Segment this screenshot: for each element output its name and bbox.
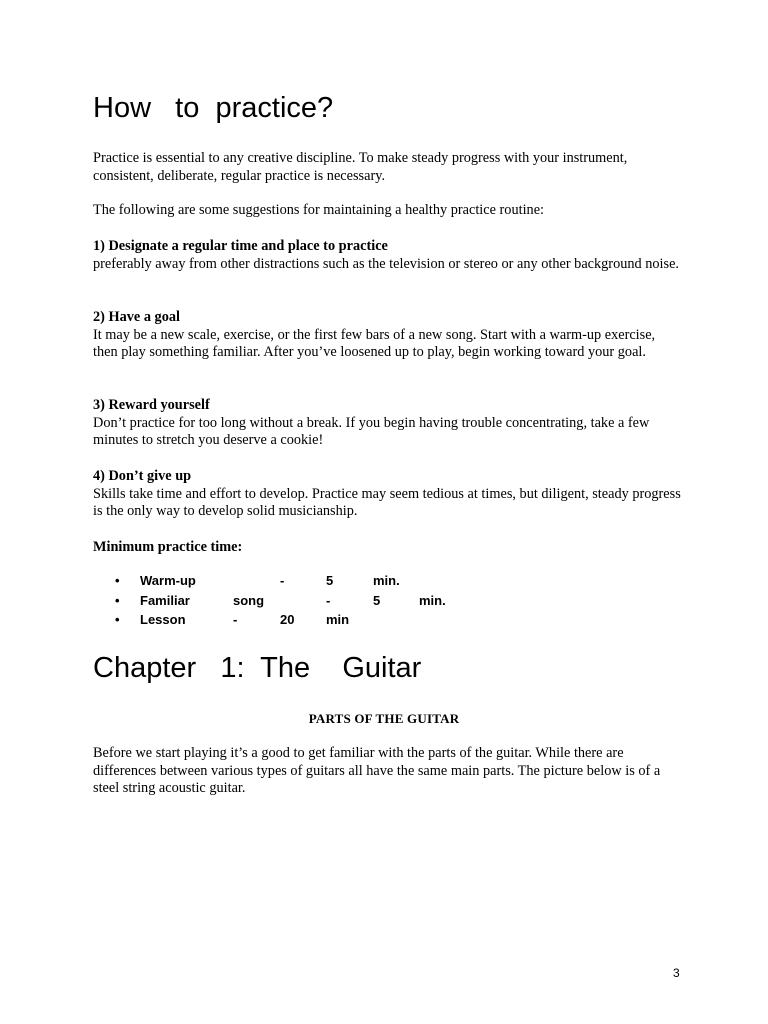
- item-unit: min: [326, 612, 350, 627]
- section-title: PARTS OF THE GUITAR: [308, 711, 460, 726]
- item-dash: -: [326, 592, 331, 608]
- item-unit: min.: [419, 592, 446, 608]
- tip-title: 1) Designate a regular time and place to practice: [93, 238, 388, 254]
- parts-paragraph: Before we start playing it’s a good to get familiar with the parts of the guitar. While there are differences between various types of guitars all have the same main parts. The picture below is of a steel string acoustic guitar.: [93, 745, 661, 797]
- practice-time-list: [93, 573, 493, 632]
- tip-body: It may be a new scale, exercise, or the first few bars of a new song. Start with a warm-up exercise, then play something familiar. After you’ve loosened up to play, begin working toward your goal.: [93, 326, 656, 361]
- tip-4: [93, 468, 683, 521]
- bullet-icon: •: [115, 573, 120, 588]
- lead-paragraph: The following are some suggestions for maintaining a healthy practice routine:: [93, 202, 545, 218]
- item-dash: -: [280, 573, 285, 588]
- minimum-practice-title: Minimum practice time:: [93, 539, 243, 555]
- list-item-lesson: [93, 612, 493, 632]
- item-label: Warm-up: [140, 573, 196, 588]
- tip-body: Don’t practice for too long without a break. If you begin having trouble concentrating, take a few minutes to stretch you deserve a cookie!: [93, 414, 650, 449]
- bullet-icon: •: [115, 592, 120, 608]
- list-item-familiar: [93, 593, 493, 613]
- list-item-warmup: [93, 573, 493, 593]
- page-number: 3: [673, 966, 680, 980]
- chapter-title: Chapter 1: The Guitar: [93, 652, 422, 684]
- item-label: Familiar: [140, 592, 190, 608]
- item-minutes: 5: [326, 573, 334, 588]
- tip-body: Skills take time and effort to develop. Practice may seem tedious at times, but diligent, steady progress is the only way to develop solid musicianship.: [93, 485, 681, 520]
- item-minutes: 20: [280, 612, 295, 627]
- item-label: Lesson: [140, 612, 186, 627]
- tip-title: 3) Reward yourself: [93, 397, 210, 413]
- tip-2: [93, 309, 683, 362]
- tip-title: 2) Have a goal: [93, 309, 180, 325]
- tip-1: [93, 238, 683, 273]
- page-heading: How to practice?: [93, 92, 334, 124]
- item-minutes: 5: [373, 592, 381, 608]
- intro-paragraph: Practice is essential to any creative discipline. To make steady progress with your instrument, consistent, deliberate, regular practice is necessary.: [93, 150, 628, 184]
- tip-3: [93, 397, 683, 450]
- tip-title: 4) Don’t give up: [93, 468, 192, 484]
- item-label-2: song: [233, 592, 265, 608]
- item-unit: min.: [373, 573, 400, 588]
- tip-body: preferably away from other distractions such as the television or stereo or any other background noise.: [93, 255, 679, 272]
- bullet-icon: •: [115, 612, 120, 627]
- item-dash: -: [233, 612, 238, 627]
